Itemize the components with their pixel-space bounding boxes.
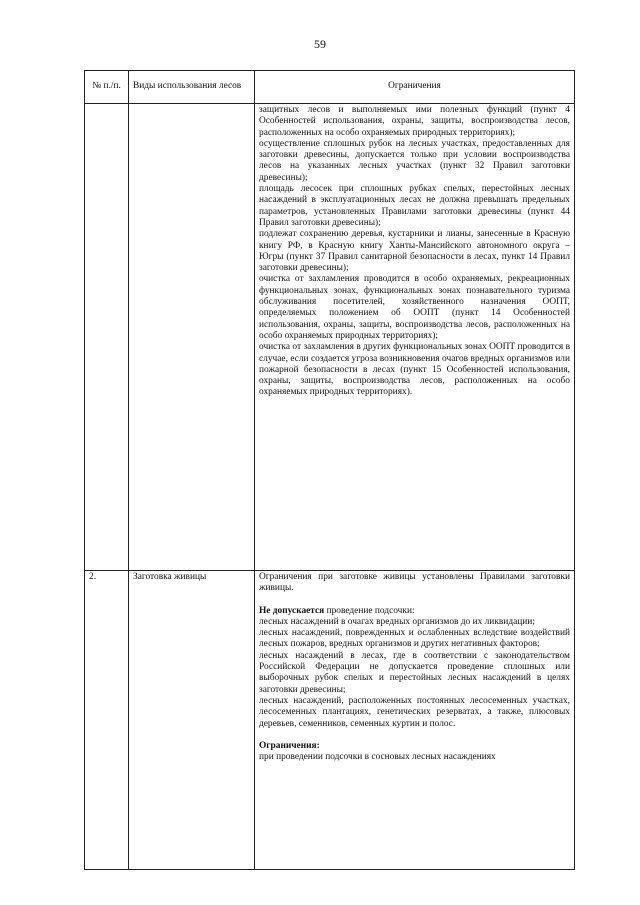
- not-allowed-lead: [259, 606, 570, 617]
- paragraph-gap: [259, 730, 570, 741]
- restriction-paragraph: очистка от захламления в других функциональных зонах ООПТ проводится в случае, если создается угроза возникновения очагов вредных организмов или пожарной безопасности в лесах (пункт 15 Особенностей использования, охраны, защиты, воспроизводства лесов, расположенных на особо охраняемых природных территориях).: [259, 342, 570, 398]
- header-restrictions: Ограничения: [255, 71, 575, 104]
- restriction-paragraph: осуществление сплошных рубок на лесных участках, предоставленных для заготовки древесины, допускается только при условии воспроизводства лесов на указанных лесных участках (пункт 32 Правил заготовки древесины);: [259, 138, 570, 183]
- paragraph-gap: [259, 595, 570, 606]
- row-restrictions: [255, 104, 575, 571]
- header-number: № п./п.: [85, 71, 129, 104]
- table-row: [85, 104, 575, 571]
- restriction-paragraph: при проведении подсочки в сосновых лесных насаждениях: [259, 752, 496, 763]
- not-allowed-bold: Не допускается: [259, 605, 325, 616]
- table-header-row: [85, 71, 575, 104]
- restriction-paragraph: площадь лесосек при сплошных рубках спелых, перестойных лесных насаждений в эксплуатационных лесах не должна превышать предельных параметров, установленных Правилами заготовки древесины (пункт 44 Правил заготовки древесины);: [259, 184, 570, 228]
- restriction-paragraph: защитных лесов и выполняемых ими полезных функций (пункт 4 Особенностей использования, охраны, защиты, воспроизводства лесов, расположенных на особо охраняемых природных территориях);: [259, 105, 570, 138]
- row-restrictions: [255, 571, 575, 870]
- restrictions-table: [84, 70, 575, 870]
- not-allowed-rest: проведение подсочки:: [324, 605, 415, 616]
- row-number: [85, 104, 129, 571]
- restriction-paragraph: лесных насаждений, поврежденных и ослабленных вследствие воздействий лесных пожаров, вредных организмов и других негативных факторов;: [259, 628, 570, 650]
- table-row: [85, 571, 575, 870]
- row-number: 2.: [85, 571, 129, 870]
- restriction-paragraph: лесных насаждений в очагах вредных организмов до их ликвидации;: [259, 616, 535, 627]
- page-number: 59: [314, 37, 326, 51]
- restriction-paragraph: лесных насаждений в лесах, где в соответствии с законодательством Российской Федерации не допускается проведение сплошных или выборочных рубок спелых и перестойных лесных насаждений в целях заготовки древесины;: [259, 650, 570, 695]
- restriction-paragraph: подлежат сохранению деревья, кустарники и лианы, занесенные в Красную книгу РФ, в Красную книгу Ханты-Мансийского автономного округа – Югры (пункт 37 Правил санитарной безопасности в лесах, пункт 14 Правил заготовки древесины);: [259, 229, 570, 274]
- row-forest-use: Заготовка живицы: [129, 571, 255, 870]
- restriction-intro: Ограничения при заготовке живицы установлены Правилами заготовки живицы.: [259, 572, 570, 594]
- restriction-paragraph: очистка от захламления проводится в особо охраняемых, рекреационных функциональных зонах, функциональных зонах познавательного туризма обслуживания посетителей, хозяйственного назначения ООПТ, определяемых положением об ООПТ (пункт 14 Особенностей использования, охраны, защиты, воспроизводства лесов, расположенных на особо охраняемых природных территориях);: [259, 274, 570, 341]
- restriction-paragraph: лесных насаждений, расположенных постоянных лесосеменных участках, лесосеменных плантациях, генетических резерватах, а также, плюсовых деревьев, семенников, семенных куртин и полос.: [259, 695, 570, 729]
- row-forest-use: [129, 104, 255, 571]
- limits-heading: Ограничения:: [259, 740, 320, 751]
- header-forest-use: Виды использования лесов: [129, 71, 255, 104]
